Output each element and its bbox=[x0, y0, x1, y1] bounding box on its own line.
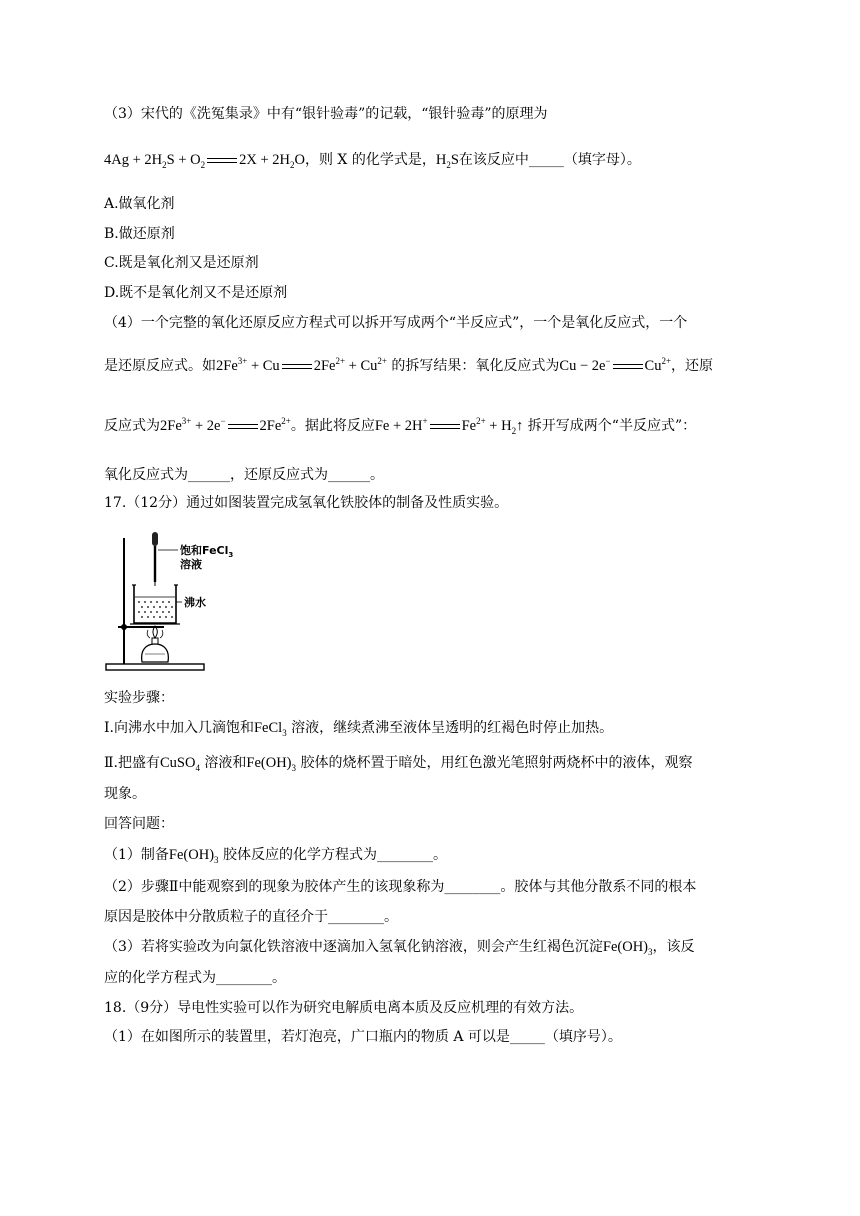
q17-part3-line1 bbox=[104, 937, 695, 957]
equals-sign-icon bbox=[613, 361, 643, 373]
q17-part3-line2: 应的化学方程式为________。 bbox=[104, 970, 286, 986]
q17-part1-text-b: 胶体反应的化学方程式为________。 bbox=[222, 847, 447, 863]
step-1 bbox=[104, 718, 613, 738]
step-2-text-c: 胶体的烧杯置于暗处，用红色激光笔照射两烧杯中的液体，观察 bbox=[300, 755, 693, 771]
reduction-half-equation: $2Fe^{3+} + 2e^-$ $2Fe^{2+}$ bbox=[160, 416, 291, 434]
silver-reaction-equation: $4Ag + 2H_2S + O_2$ $2X + 2H_2O$ bbox=[104, 152, 305, 170]
q16-part3-equation-line bbox=[104, 150, 641, 170]
beaker bbox=[134, 585, 176, 623]
q16-part4-line3-text-c: 拆开写成两个“半反应式”： bbox=[527, 418, 697, 434]
fecl3-formula: FeCl$_3$ bbox=[253, 720, 287, 738]
step-2-text-a: Ⅱ.把盛有 bbox=[104, 755, 160, 771]
q17-part1-text-a: （1）制备 bbox=[104, 847, 169, 863]
q16-part4-line2-text-b: 的拆写结果：氧化反应式为 bbox=[391, 358, 560, 374]
dropper bbox=[152, 532, 158, 586]
q16-part4-line3-text-a: 反应式为 bbox=[104, 418, 160, 434]
step-1-text-b: 溶液，继续煮沸至液体呈透明的红褐色时停止加热。 bbox=[291, 720, 614, 736]
step-2-text-b: 溶液和 bbox=[204, 755, 247, 771]
equals-sign-icon bbox=[228, 421, 258, 433]
q16-part3-fill: 在该反应中_____（填字母）。 bbox=[458, 152, 641, 168]
q16-part4-line2 bbox=[104, 356, 713, 376]
q17-part3-text-a: （3）若将实验改为向氯化铁溶液中逐滴加入氢氧化钠溶液，则会产生红褐色沉淀 bbox=[104, 939, 603, 955]
steps-header: 实验步骤： bbox=[104, 690, 174, 706]
q16-part4-line2-text-c: ，还原 bbox=[671, 358, 714, 374]
feoh3-formula: $Fe(OH)_3$ bbox=[602, 939, 653, 957]
q16-part4-line3-text-b: 。据此将反应 bbox=[290, 418, 375, 434]
step-1-text-a: Ⅰ.向沸水中加入几滴饱和 bbox=[104, 720, 254, 736]
oxidation-half-equation: Cu − 2e− $Cu^{2+}$ bbox=[559, 356, 672, 374]
h2s-formula: $H_2S$ bbox=[435, 152, 459, 170]
option-b: B.做还原剂 bbox=[104, 226, 175, 242]
option-c: C.既是氧化剂又是还原剂 bbox=[104, 255, 259, 271]
alcohol-lamp bbox=[142, 626, 169, 662]
equals-sign-icon bbox=[430, 421, 460, 433]
q17-title: 17.（12分）通过如图装置完成氢氧化铁胶体的制备及性质实验。 bbox=[104, 495, 509, 511]
q17-part3-text-b: ，该反 bbox=[652, 939, 695, 955]
boiling-water bbox=[135, 597, 175, 618]
option-a: A.做氧化剂 bbox=[104, 196, 175, 212]
q17-part1 bbox=[104, 845, 447, 865]
equals-sign-icon bbox=[282, 361, 312, 373]
stand-base bbox=[106, 664, 204, 670]
feoh3-formula: $Fe(OH)_3$ bbox=[246, 755, 296, 773]
fe-acid-equation: Fe + 2H+ $Fe^{2+}$ + $H_2↑$ bbox=[374, 416, 524, 436]
q16-part4-line4: 氧化反应式为______，还原反应式为______。 bbox=[104, 467, 384, 483]
q16-part3-question: ，则 X 的化学式是， bbox=[304, 152, 436, 168]
fig-label-boiling-water: 沸水 bbox=[184, 596, 206, 609]
fe-cu-equation: $2Fe^{3+} + Cu$ $2Fe^{2+} + Cu^{2+}$ bbox=[216, 356, 387, 374]
step-2 bbox=[104, 753, 692, 773]
q16-part4-line2-text-a: 是还原反应式。如 bbox=[104, 358, 216, 374]
q16-part4-line3 bbox=[104, 416, 696, 436]
q18-part1: （1）在如图所示的装置里，若灯泡亮，广口瓶内的物质 A 可以是_____（填序号）。 bbox=[104, 1029, 622, 1045]
fig-label-fecl3: 饱和FeCl$_3$ bbox=[180, 544, 234, 559]
q17-part2-line2: 原因是胶体中分散质粒子的直径介于________。 bbox=[104, 909, 398, 925]
answer-header: 回答问题： bbox=[104, 816, 174, 832]
q18-title: 18.（9分）导电性实验可以作为研究电解质电离本质及反应机理的有效方法。 bbox=[104, 1000, 584, 1016]
fig-label-solution: 溶液 bbox=[180, 558, 202, 571]
cuso4-formula: CuSO$_4$ bbox=[159, 755, 200, 773]
colloid-apparatus-figure bbox=[104, 530, 254, 680]
feoh3-formula: $Fe(OH)_3$ bbox=[168, 847, 219, 865]
q16-part3-intro: （3）宋代的《洗冤集录》中有“银针验毒”的记载，“银针验毒”的原理为 bbox=[104, 106, 548, 122]
q17-part2-line1: （2）步骤Ⅱ中能观察到的现象为胶体产生的该现象称为________。胶体与其他分散系不同的根本 bbox=[104, 879, 697, 895]
step-2-continued: 现象。 bbox=[104, 786, 146, 802]
equals-sign-icon bbox=[207, 155, 237, 167]
option-d: D.既不是氧化剂又不是还原剂 bbox=[104, 285, 288, 301]
q16-part4-line1: （4）一个完整的氧化还原反应方程式可以拆开写成两个“半反应式”，一个是氧化反应式，一个 bbox=[104, 315, 688, 331]
